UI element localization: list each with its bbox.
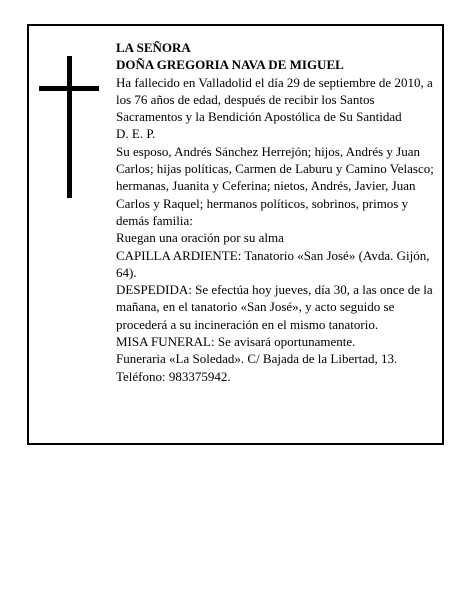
deceased-name: DOÑA GREGORIA NAVA DE MIGUEL: [116, 57, 344, 73]
prayer-request: Ruegan una oración por su alma: [116, 230, 284, 246]
obituary-notice: [27, 24, 444, 445]
cross-icon: [39, 56, 99, 198]
cross-vertical-bar: [67, 56, 72, 198]
rip-line: D. E. P.: [116, 126, 156, 142]
farewell-details: DESPEDIDA: Se efectúa hoy jueves, día 30, a las once de la mañana, en el tanatorio «San José», y acto seguido se procederá a su incineración en el mismo tanatorio.: [116, 282, 433, 332]
funeral-chapel: CAPILLA ARDIENTE: Tanatorio «San José» (Avda. Gijón, 64).: [116, 247, 430, 280]
death-announcement: Ha fallecido en Valladolid el día 29 de septiembre de 2010, a los 76 años de edad, después de recibir los Santos Sacramentos y la Bendición Apostólica de Su Santidad: [116, 74, 433, 125]
notice-title: LA SEÑORA: [116, 40, 191, 55]
notice-text: [116, 39, 434, 385]
funeral-home-contact: Funeraria «La Soledad». C/ Bajada de la Libertad, 13. Teléfono: 983375942.: [116, 351, 398, 384]
cross-horizontal-bar: [39, 86, 99, 91]
funeral-mass: MISA FUNERAL: Se avisará oportunamente.: [116, 334, 356, 350]
family-list: Su esposo, Andrés Sánchez Herrejón; hijos, Andrés y Juan Carlos; hijas políticas, Carmen de Laburu y Camino Velasco; hermanas, Juanita y Ceferina; nietos, Andrés, Javier, Juan Carlos y Raquel; hermanos políticos, sobrinos, primos y demás familia:: [116, 143, 434, 228]
